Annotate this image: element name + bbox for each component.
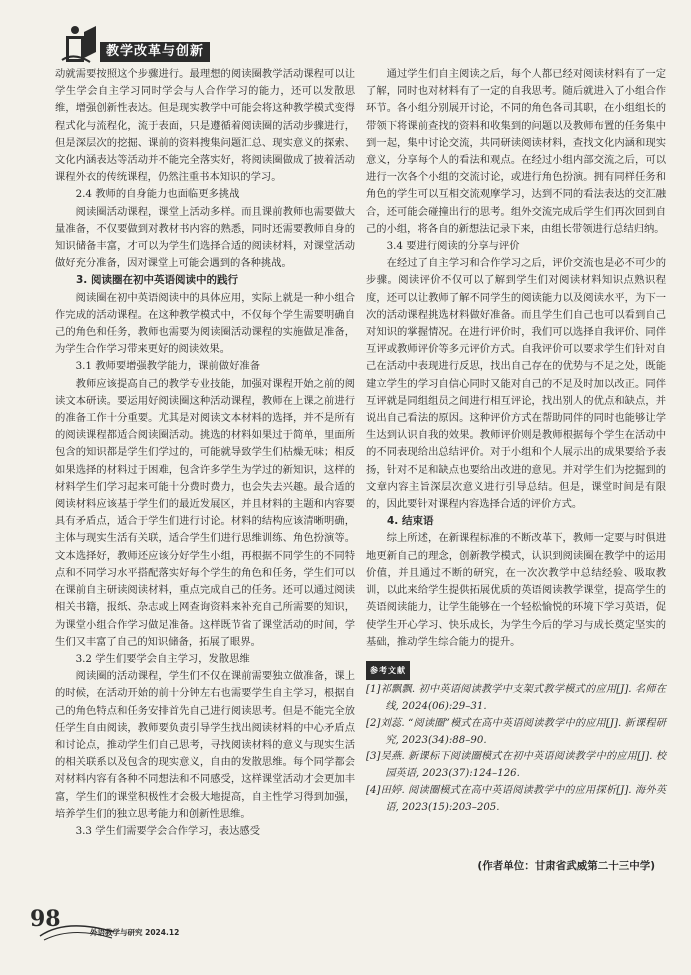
- body-paragraph: 综上所述，在新课程标准的不断改革下，教师一定要与时俱进地更新自己的理念，创新教学模式，认识到阅读圈在教学中的运用价值，并且通过不断的研究，在一次次教学中总结经验、吸取教训，以此来给学生提供拓展优质的英语阅读教学课堂，提高学生的英语阅读能力，让学生能够在一个轻松愉悦的环境下学习英语，促使学生开心学习、快乐成长，为学生今后的学习与成长奠定坚实的基础，推动学生综合能力的提升。: [366, 532, 666, 648]
- body-paragraph: 阅读圈的活动课程，学生们不仅在课前需要独立做准备，课上的时候，在活动开始的前十分钟左右也需要学生自主学习，根据自己的角色特点和任务安排首先自己进行阅读思考。但是不能完全放任学生自由阅读，教师要负责引导学生找出阅读材料的中心矛盾点和讨论点，推动学生们自己思考，寻找阅读材料的意义与现实生活的相关联系以及包含的现实意义，自由的发散思维。每个同学都会对材料内容有各种不同想法和不同感受，这样课堂活动才会更加丰富，学生们的课堂积极性才会极大地提高，自主性学习得到加强，培养学生们的独立思考能力和创新性思维。: [55, 670, 355, 820]
- page-number: 98: [30, 906, 61, 932]
- right-column-body: [366, 66, 666, 651]
- section-heading: 4. 结束语: [387, 515, 434, 528]
- section-header: [60, 22, 300, 68]
- reference-item: [3]吴燕. 新课标下阅读圈模式在初中英语阅读教学中的应用[J]. 校园英语, 2023(37):124–126.: [366, 751, 666, 780]
- references-list: [366, 682, 666, 816]
- body-paragraph: 教师应该提高自己的教学专业技能，加强对课程开始之前的阅读文本研读。要运用好阅读圈这种活动课程，教师在上课之前进行的准备工作十分重要。尤其是对阅读文本材料的选择，并不是所有的阅读课程都适合阅读圈活动。挑选的材料如果过于简单，里面所包含的知识都是学生们学过的，可能就导致学生们枯燥无味；相反如果选择的材料过于困难，包含许多学生为学过的新知识，这样的材料学生们学习起来可能十分费时费力，也会失去兴趣。最合适的阅读材料应该基于学生们的最近发展区，并且材料的主题和内容要具有矛盾点，适合于学生们进行讨论。材料的结构应该清晰明确，主体与现实生活有关联，适合学生们进行思维训练、角色扮演等。文本选择好，教师还应该分好学生小组，再根据不同学生的不同特点和不同学习水平搭配落实好每个学生的角色和任务，学生们可以在课前自主研读阅读材料，重点完成自己的任务。还可以通过阅读相关书籍，报纸、杂志或上网查询资料来补充自己所需要的知识，为课堂小组合作学习做足准备。这样既节省了课堂活动的时间，学生们又丰富了自己的知识储备，拓展了眼界。: [55, 377, 355, 648]
- body-paragraph: 阅读圈在初中英语阅读中的具体应用，实际上就是一种小组合作完成的活动课程。在这种教学模式中，不仅每个学生需要明确自己的角色和任务，教师也需要为阅读圈活动课程的实施做足准备，为学生合作学习带来更好的阅读效果。: [55, 291, 355, 356]
- subsection-heading: 3.1 教师要增强教学能力，课前做好准备: [75, 360, 260, 373]
- body-paragraph: 通过学生们自主阅读之后，每个人都已经对阅读材料有了一定了解，同时也对材料有了一定的自我思考。随后就进入了小组合作环节。各小组分别展开讨论，不同的角色各司其职，在小组组长的带领下将课前查找的资料和收集到的问题以及教师布置的任务集中到一起，集中讨论交流，共同研读阅读材料，查找文化内涵和现实意义，分享每个人的看法和观点。在经过小组内部交流之后，可以进行一次各个小组的交流讨论，或进行角色扮演。拥有同样任务和角色的学生可以互相交流观摩学习，达到不同的看法表达的交汇融合，还可能会碰撞出行的思考。组外交流完成后学生们再次回到自己的小组，将各自的新想法记录下来，由组长带领进行总结归纳。: [366, 68, 666, 235]
- reference-item: [4]田婷. 阅读圈模式在高中英语阅读教学中的应用探析[J]. 海外英语, 2023(15):203–205.: [366, 784, 666, 813]
- journal-issue: 2024.12: [145, 928, 180, 937]
- subsection-heading: 3.4 要进行阅读的分享与评价: [386, 240, 520, 253]
- left-column: [55, 66, 355, 840]
- reference-item: [1]祁飘飘. 初中英语阅读教学中支架式教学模式的应用[J]. 名师在线, 2024(06):29–31.: [366, 684, 666, 712]
- reference-item: [2]刘蕊. “阅读圈”模式在高中英语阅读教学中的应用[J]. 新课程研究, 2023(34):88–90.: [366, 717, 666, 746]
- journal-name: [90, 927, 179, 938]
- subsection-heading: 2.4 教师的自身能力也面临更多挑战: [75, 188, 240, 201]
- journal-title: 外语教学与研究: [90, 928, 143, 937]
- right-column: [366, 66, 666, 816]
- teacher-logo-icon: [60, 22, 100, 68]
- subsection-heading: 3.3 学生们需要学会合作学习，表达感受: [75, 824, 260, 837]
- section-heading: 3. 阅读圈在初中英语阅读中的践行: [76, 274, 238, 287]
- body-paragraph: 动就需要按照这个步骤进行。最理想的阅读圈教学活动课程可以让学生学会自主学习同时学会与人合作学习的能力，还可以发散思维，增强创新性表达。但是现实教学中可能会将这种教学模式变得程式化与流程化，流于表面，只是遵循着阅读圈的活动步骤进行，但是深层次的挖掘、课前的资料搜集问题汇总、现实意义的探索、文化内涵表达等活动并不能完全落实好，将阅读圈做成了披着活动课程外衣的传统课程，仍然注重书本知识的学习。: [55, 68, 355, 184]
- body-paragraph: 在经过了自主学习和合作学习之后，评价交流也是必不可少的步骤。阅读评价不仅可以了解到学生们对阅读材料知识点熟识程度，还可以让教师了解不同学生的阅读能力以及阅读水平，为下一次的活动课程挑选材料做好准备。而且学生们自己也可以看到自己对知识的掌握情况。在进行评价时，我们可以选择自我评价、同伴互评或教师评价等多元评价方式。自我评价可以要求学生们针对自己在活动中表现进行反思，找出自己存在的优势与不足之处，既能建立学生的学习自信心同时又能对自己的不足及时加以改正。同伴互评就是同组组员之间进行相互评论，找出别人的优点和缺点，并说出自己看法的原因。这种评价方式在帮助同伴的同时也能够让学生达到认识自我的效果。教师评价则是教师根据每个学生在活动中的不同表现给出总结评价。对于小组和个人展示出的成果要给予表扬，针对不足和缺点也要给出改进的意见。并对学生们为挖掘到的文章内容主旨深层次意义进行引导总结。但是，课堂时间是有限的，因此要针对课程内容选择合适的评价方式。: [366, 257, 666, 511]
- body-paragraph: 阅读圈活动课程，课堂上活动多样。而且课前教师也需要做大量准备，不仅要做到对教材书内容的熟悉，同时还需要教师自身的知识储备丰富，才可以为学生们选择合适的阅读材料，对课堂活动做好充分准备，因对课堂上可能会遇到的各种挑战。: [55, 205, 355, 270]
- author-unit: (作者单位：甘肃省武威第二十三中学): [477, 860, 655, 872]
- section-title: 教学改革与创新: [100, 42, 210, 62]
- page-footer: [30, 906, 290, 946]
- subsection-heading: 3.2 学生们要学会自主学习，发散思维: [75, 652, 250, 665]
- references-title: 参考文献: [366, 661, 410, 680]
